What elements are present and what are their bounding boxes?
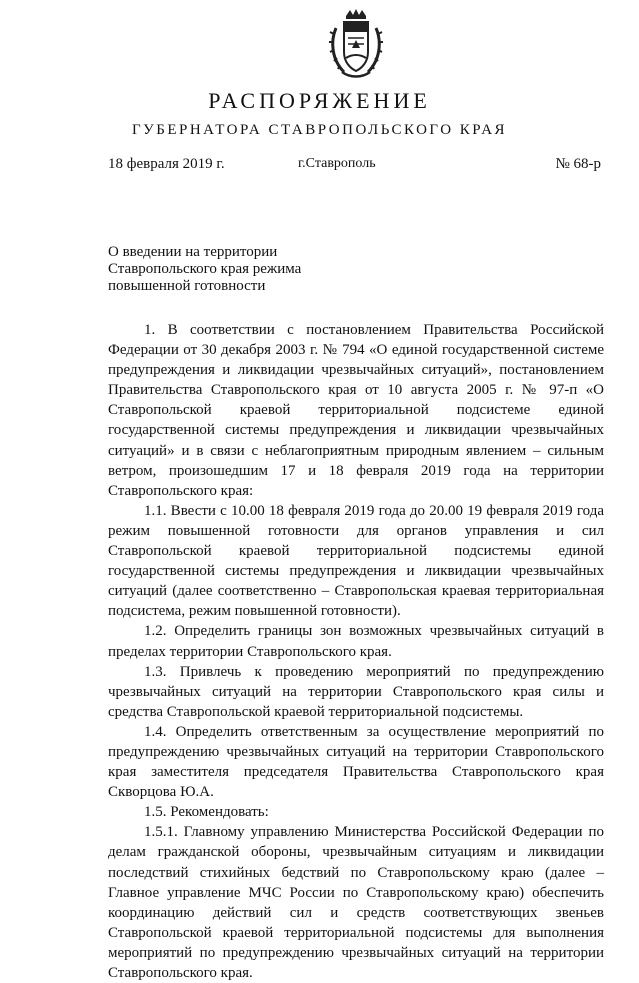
document-issuer: ГУБЕРНАТОРА СТАВРОПОЛЬСКОГО КРАЯ bbox=[131, 122, 508, 138]
paragraph-1-2: 1.2. Определить границы зон возможных чрезвычайных ситуаций в пределах территории Ставропольского края. bbox=[108, 623, 604, 660]
paragraph-1-5: 1.5. Рекомендовать: bbox=[144, 804, 269, 821]
paragraph-1-1: 1.1. Ввести с 10.00 18 февраля 2019 года до 20.00 19 февраля 2019 года режим повышенной готовности для органов управления и сил Ставропольской краевой территориальной подсистемы единой государственной системы предупреждения и ликвидации чрезвычайных ситуаций (далее соответственно – Ставропольская краевая территориальная подсистема, режим повышенной готовности). bbox=[108, 502, 604, 620]
paragraph-1-5-1: 1.5.1. Главному управлению Министерства Российской Федерации по делам гражданской обороны, чрезвычайным ситуациям и ликвидации последствий стихийных бедствий по Ставропольскому краю (далее – Главное управление МЧС России по Ставропольскому краю) обеспечить координацию действий сил и средств соответствующих звеньев Ставропольской краевой территориальной подсистемы для выполнения мероприятий по предупреждению чрезвычайных ситуаций на территории Ставропольского края. bbox=[108, 824, 604, 981]
document-city: г.Ставрополь bbox=[298, 156, 376, 171]
document-body bbox=[108, 320, 604, 983]
coat-of-arms-icon bbox=[328, 8, 384, 80]
document-number: № 68-р bbox=[555, 156, 601, 172]
paragraph-1: 1. В соответствии с постановлением Правительства Российской Федерации от 30 декабря 2003 г. № 794 «О единой государственной системе предупреждения и ликвидации чрезвычайных ситуаций», постановлением Правительства Ставропольского края от 10 августа 2005 г. № 97-п «О Ставропольской краевой территориальной подсистеме единой государственной системы предупреждения и ликвидации чрезвычайных ситуаций» и в связи с неблагоприятным природным явлением – сильным ветром, произошедшим 17 и 18 февраля 2019 года на территории Ставропольского края: bbox=[108, 322, 604, 499]
document-title: РАСПОРЯЖЕНИЕ bbox=[208, 88, 431, 113]
document-date: 18 февраля 2019 г. bbox=[108, 156, 225, 172]
document-subject: О введении на территории Ставропольского края режима повышенной готовности bbox=[108, 244, 302, 294]
paragraph-1-4: 1.4. Определить ответственным за осуществление мероприятий по предупреждению чрезвычайных ситуаций на территории Ставропольского края заместителя председателя Правительства Ставропольского края Скворцова Ю.А. bbox=[108, 723, 604, 801]
paragraph-1-3: 1.3. Привлечь к проведению мероприятий по предупреждению чрезвычайных ситуаций на территории Ставропольского края силы и средства Ставропольской краевой территориальной подсистемы. bbox=[108, 663, 604, 720]
